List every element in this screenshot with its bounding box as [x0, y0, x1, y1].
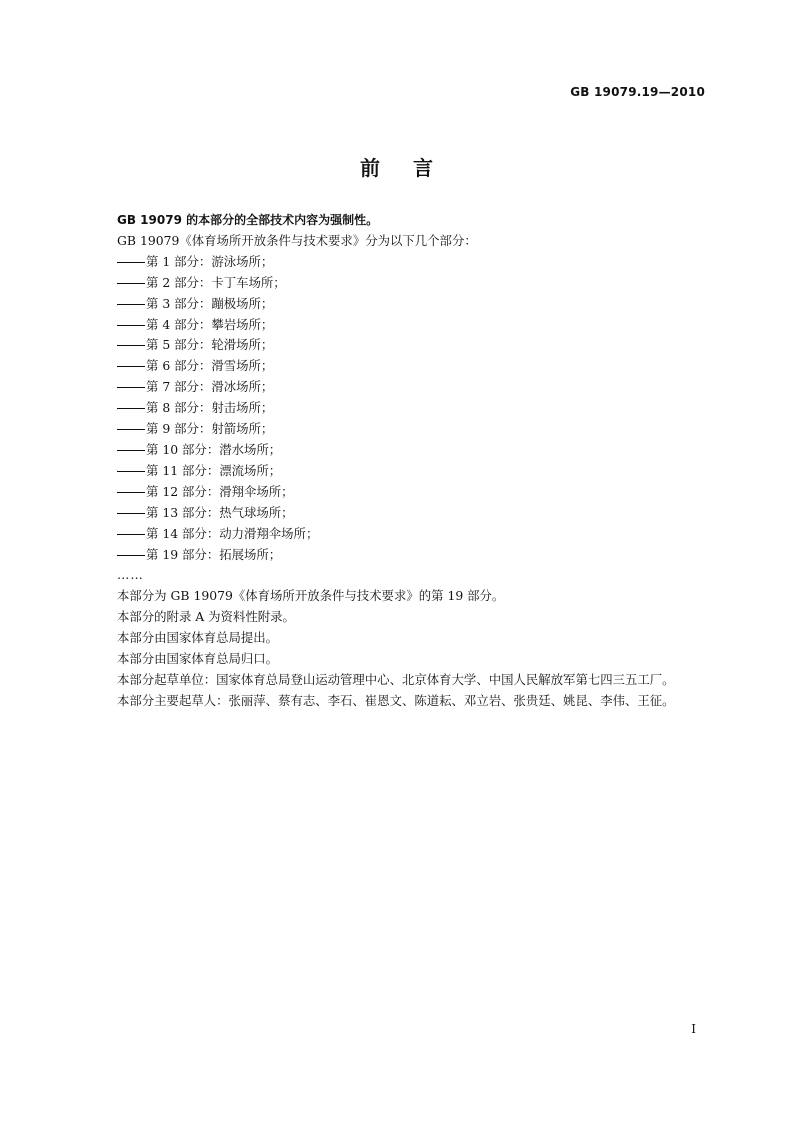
list-item: 第 7 部分：滑冰场所；: [89, 377, 705, 398]
list-item: 第 3 部分：蹦极场所；: [89, 294, 705, 315]
list-item: 第 5 部分：轮滑场所；: [89, 335, 705, 356]
this-part-statement: 本部分为 GB 19079《体育场所开放条件与技术要求》的第 19 部分。: [117, 588, 505, 604]
dash-icon: [117, 262, 145, 263]
document-code: GB 19079.19—2010: [570, 85, 705, 99]
list-item: 第 6 部分：滑雪场所；: [89, 356, 705, 377]
page-number: I: [691, 1022, 696, 1036]
list-item: 第 1 部分：游泳场所；: [89, 252, 705, 273]
list-item: 第 8 部分：射击场所；: [89, 398, 705, 419]
dash-icon: [117, 513, 145, 514]
mandatory-statement: GB 19079 的本部分的全部技术内容为强制性。: [117, 213, 379, 227]
dash-icon: [117, 345, 145, 346]
foreword-body: [89, 210, 705, 712]
list-item: 第 9 部分：射箭场所；: [89, 419, 705, 440]
list-item: 第 19 部分：拓展场所；: [89, 545, 705, 566]
list-ellipsis: ……: [117, 567, 144, 583]
dash-icon: [117, 325, 145, 326]
dash-icon: [117, 429, 145, 430]
dash-icon: [117, 555, 145, 556]
list-item: 第 2 部分：卡丁车场所；: [89, 273, 705, 294]
dash-icon: [117, 304, 145, 305]
drafting-units-statement: 本部分起草单位：国家体育总局登山运动管理中心、北京体育大学、中国人民解放军第七四三五工厂。: [117, 671, 675, 687]
list-item: 第 4 部分：攀岩场所；: [89, 315, 705, 336]
drafters-statement: 本部分主要起草人：张丽萍、蔡有志、李石、崔恩文、陈道耘、邓立岩、张贵廷、姚昆、李伟、王征。: [117, 692, 675, 708]
dash-icon: [117, 387, 145, 388]
intro-paragraph: GB 19079《体育场所开放条件与技术要求》分为以下几个部分：: [117, 232, 477, 248]
dash-icon: [117, 534, 145, 535]
page-title: 前 言: [360, 156, 434, 180]
dash-icon: [117, 283, 145, 284]
annex-statement: 本部分的附录 A 为资料性附录。: [117, 609, 295, 625]
list-item: 第 14 部分：动力滑翔伞场所；: [89, 524, 705, 545]
list-item: 第 10 部分：潜水场所；: [89, 440, 705, 461]
list-item: 第 11 部分：漂流场所；: [89, 461, 705, 482]
proposed-by-statement: 本部分由国家体育总局提出。: [117, 630, 279, 646]
parts-list: [89, 252, 705, 566]
centralized-by-statement: 本部分由国家体育总局归口。: [117, 651, 279, 667]
dash-icon: [117, 492, 145, 493]
list-item: 第 13 部分：热气球场所；: [89, 503, 705, 524]
dash-icon: [117, 471, 145, 472]
list-item: 第 12 部分：滑翔伞场所；: [89, 482, 705, 503]
dash-icon: [117, 408, 145, 409]
dash-icon: [117, 366, 145, 367]
dash-icon: [117, 450, 145, 451]
